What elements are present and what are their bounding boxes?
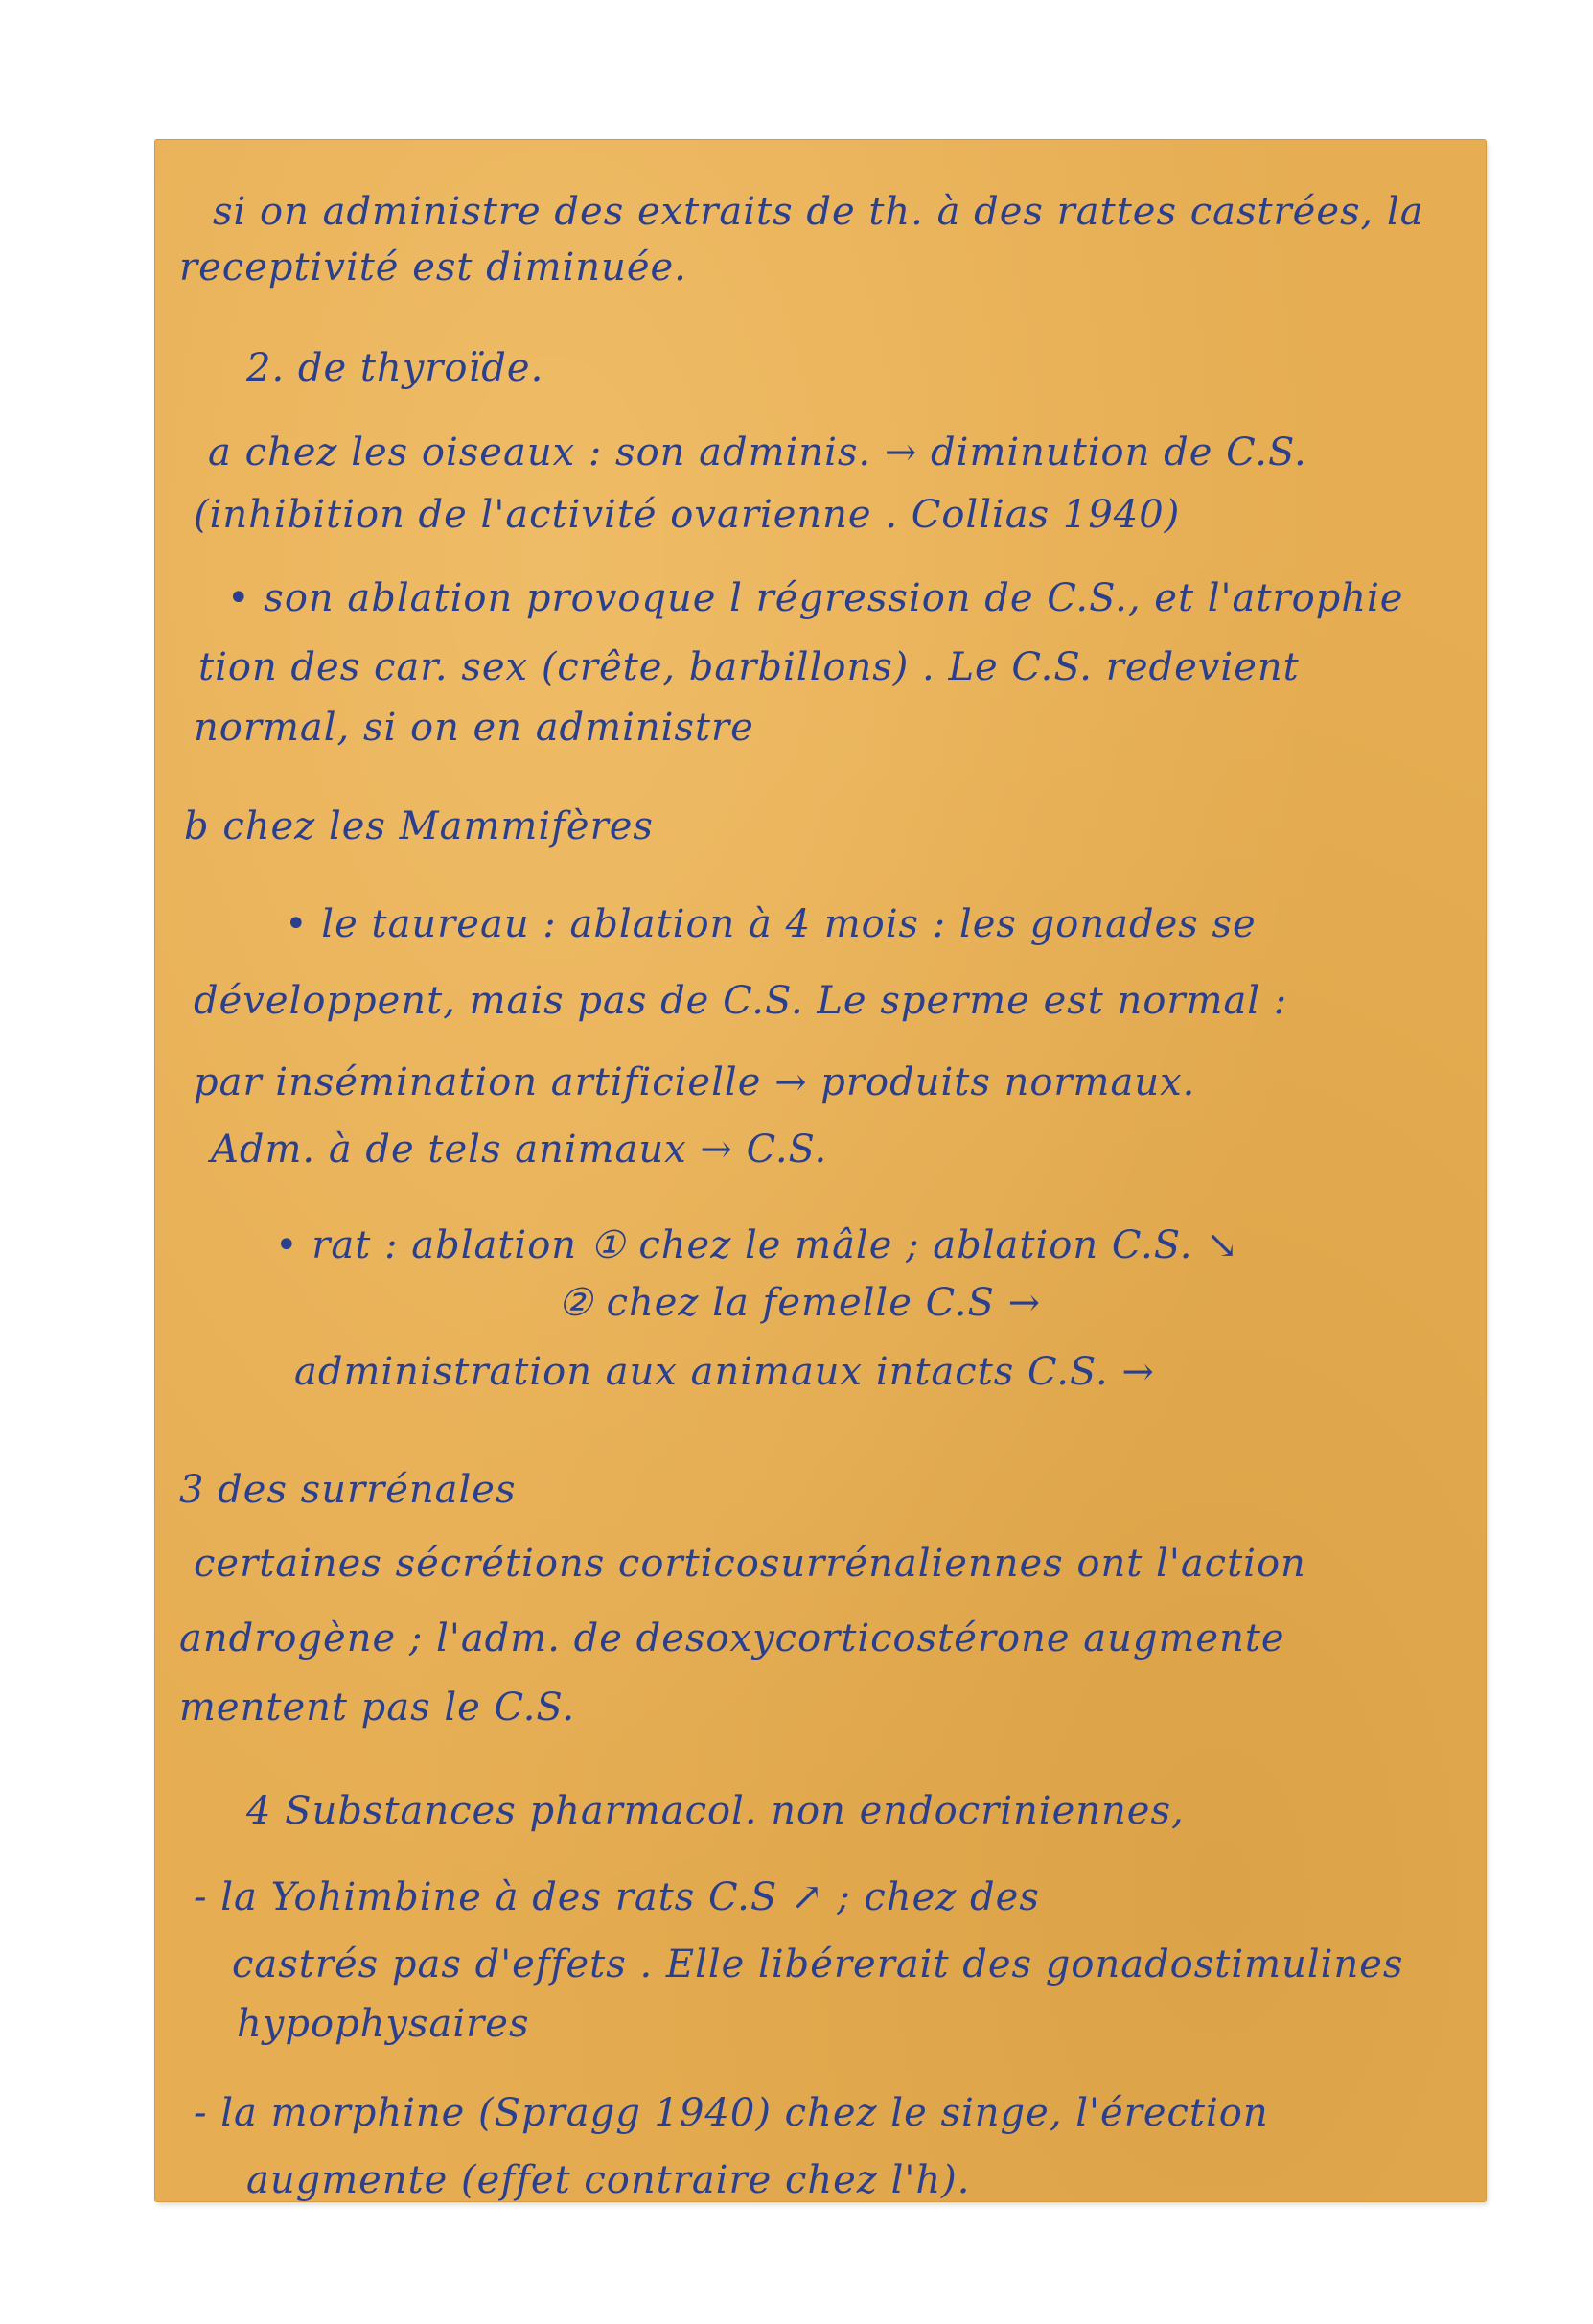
text-line: castrés pas d'effets . Elle libérerait des gonadostimulines xyxy=(232,1942,1404,1987)
text-line: par insémination artificielle → produits normaux. xyxy=(194,1060,1196,1104)
section-heading: b chez les Mammifères xyxy=(184,804,654,848)
text-line: hypophysaires xyxy=(237,2002,530,2046)
text-line: • rat : ablation ① chez le mâle ; ablation C.S. ↘ xyxy=(275,1223,1239,1267)
text-line: • son ablation provoque l régression de C.S., et l'atrophie xyxy=(227,576,1404,620)
text-line: mentent pas le C.S. xyxy=(179,1685,576,1730)
text-line: - la morphine (Spragg 1940) chez le singe, l'érection xyxy=(194,2091,1269,2135)
manuscript-sheet xyxy=(155,140,1486,2201)
text-line: si on administre des extraits de th. à des rattes castrées, la xyxy=(213,190,1424,234)
text-line: certaines sécrétions corticosurrénaliennes ont l'action xyxy=(194,1542,1306,1586)
text-line: ② chez la femelle C.S → xyxy=(558,1281,1042,1325)
section-heading: 3 des surrénales xyxy=(179,1468,517,1512)
text-line: (inhibition de l'activité ovarienne . Collias 1940) xyxy=(194,493,1181,537)
text-line: a chez les oiseaux : son adminis. → diminution de C.S. xyxy=(208,430,1307,475)
text-line: • le taureau : ablation à 4 mois : les gonades se xyxy=(285,902,1257,946)
section-heading: 4 Substances pharmacol. non endocriniennes, xyxy=(246,1789,1185,1833)
section-heading: 2. de thyroïde. xyxy=(246,346,544,390)
text-line: normal, si on en administre xyxy=(194,706,754,750)
text-line: tion des car. sex (crête, barbillons) . Le C.S. redevient xyxy=(198,645,1300,689)
text-line: - la Yohimbine à des rats C.S ↗ ; chez des xyxy=(194,1875,1040,1919)
text-line: augmente (effet contraire chez l'h). xyxy=(246,2158,971,2202)
text-line: Adm. à de tels animaux → C.S. xyxy=(211,1127,828,1172)
text-line: développent, mais pas de C.S. Le sperme est normal : xyxy=(194,979,1288,1023)
text-line: androgène ; l'adm. de desoxycorticostérone augmente xyxy=(179,1616,1285,1661)
text-line: administration aux animaux intacts C.S. → xyxy=(294,1350,1155,1394)
text-line: receptivité est diminuée. xyxy=(179,245,687,290)
